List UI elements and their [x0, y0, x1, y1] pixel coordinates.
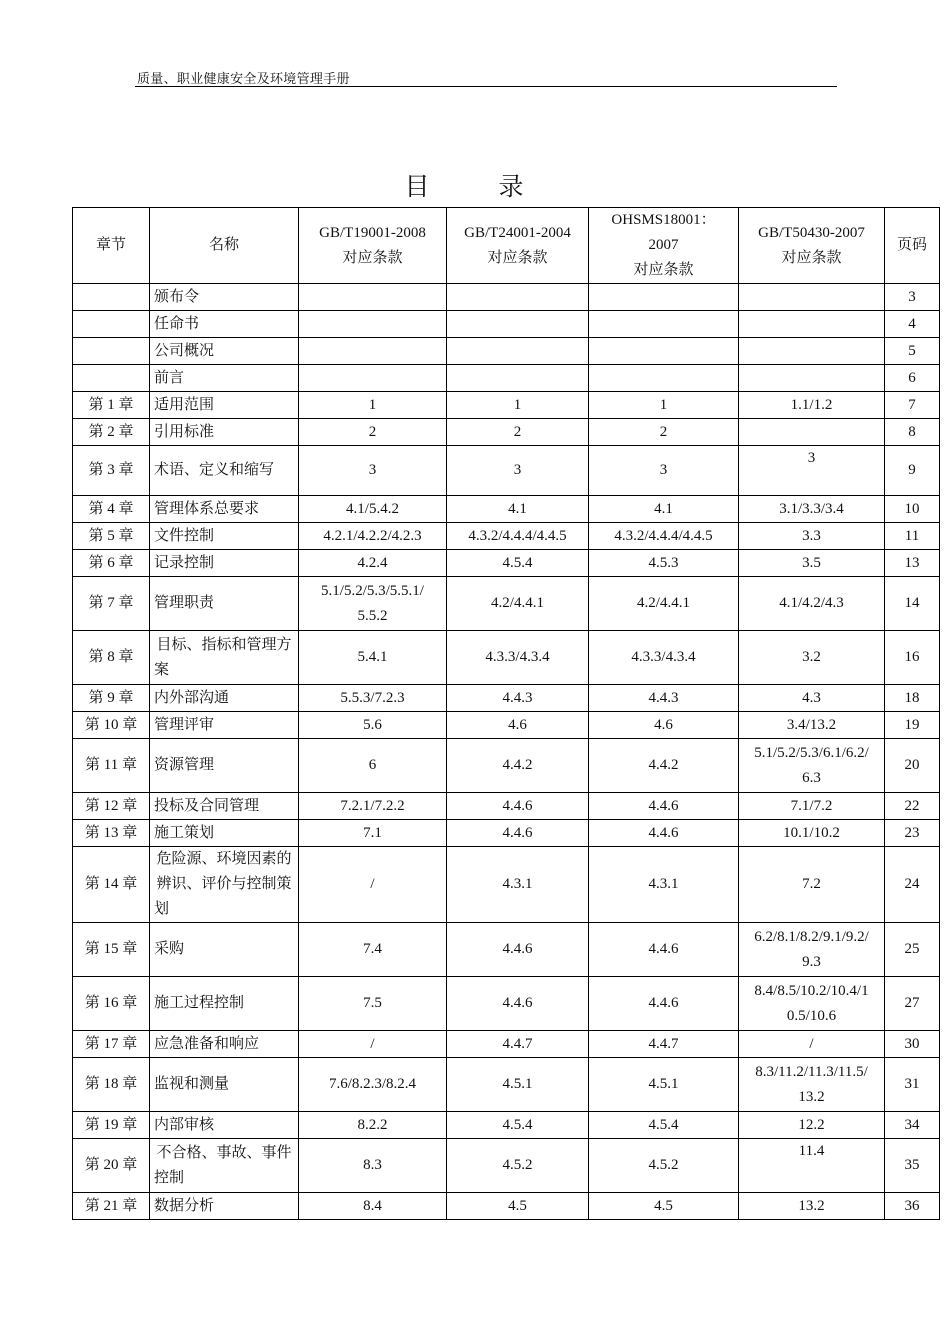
column-header-name: 名称: [150, 208, 299, 284]
gb50430-cell: 6.2/8.1/8.2/9.1/9.2/ 9.3: [739, 923, 885, 977]
name-cell: 采购: [150, 923, 299, 977]
gb19001-cell: 5.6: [299, 712, 447, 739]
chapter-cell: [73, 284, 150, 311]
table-row: [73, 1112, 940, 1139]
gb24001-cell: 4.5.4: [447, 1112, 589, 1139]
gb50430-cell: 7.1/7.2: [739, 793, 885, 820]
column-header-gb19001: GB/T19001-2008 对应条款: [299, 208, 447, 284]
table-row: [73, 496, 940, 523]
chapter-cell: 第 2 章: [73, 419, 150, 446]
page-cell: 35: [885, 1139, 940, 1193]
page-cell: 11: [885, 523, 940, 550]
ohsms-cell: 4.3.1: [589, 847, 739, 923]
gb19001-cell: 5.1/5.2/5.3/5.5.1/ 5.5.2: [299, 577, 447, 631]
column-header-gb50430: GB/T50430-2007 对应条款: [739, 208, 885, 284]
page-cell: 23: [885, 820, 940, 847]
name-cell: 应急准备和响应: [150, 1031, 299, 1058]
name-cell: 施工策划: [150, 820, 299, 847]
ohsms-cell: 4.3.2/4.4.4/4.4.5: [589, 523, 739, 550]
ohsms-cell: 4.4.3: [589, 685, 739, 712]
page-cell: 31: [885, 1058, 940, 1112]
name-cell: 施工过程控制: [150, 977, 299, 1031]
gb50430-cell: 3.4/13.2: [739, 712, 885, 739]
name-cell: 管理评审: [150, 712, 299, 739]
gb50430-cell: 3: [739, 446, 885, 496]
ohsms-cell: 2: [589, 419, 739, 446]
column-header-chapter: 章节: [73, 208, 150, 284]
gb19001-cell: 1: [299, 392, 447, 419]
gb19001-cell: 7.5: [299, 977, 447, 1031]
chapter-cell: 第 18 章: [73, 1058, 150, 1112]
name-cell: 数据分析: [150, 1193, 299, 1220]
gb50430-cell: 8.4/8.5/10.2/10.4/1 0.5/10.6: [739, 977, 885, 1031]
gb24001-cell: 4.4.6: [447, 793, 589, 820]
gb50430-cell: [739, 338, 885, 365]
gb24001-cell: 4.4.7: [447, 1031, 589, 1058]
gb19001-cell: [299, 365, 447, 392]
table-row: [73, 523, 940, 550]
name-cell: 适用范围: [150, 392, 299, 419]
gb24001-cell: [447, 338, 589, 365]
ohsms-cell: 4.4.6: [589, 923, 739, 977]
gb24001-cell: 4.6: [447, 712, 589, 739]
ohsms-cell: [589, 284, 739, 311]
chapter-cell: 第 14 章: [73, 847, 150, 923]
table-row: [73, 1193, 940, 1220]
chapter-cell: 第 20 章: [73, 1139, 150, 1193]
gb50430-cell: 3.2: [739, 631, 885, 685]
ohsms-cell: 4.4.6: [589, 977, 739, 1031]
ohsms-cell: 4.4.6: [589, 793, 739, 820]
contents-table: [72, 207, 940, 1220]
table-row: [73, 392, 940, 419]
chapter-cell: 第 16 章: [73, 977, 150, 1031]
gb24001-cell: 2: [447, 419, 589, 446]
page-cell: 16: [885, 631, 940, 685]
table-row: [73, 338, 940, 365]
name-cell: 公司概况: [150, 338, 299, 365]
page-cell: 36: [885, 1193, 940, 1220]
page-cell: 10: [885, 496, 940, 523]
page-cell: 9: [885, 446, 940, 496]
name-cell: 目标、指标和管理方案: [150, 631, 299, 685]
gb50430-cell: 13.2: [739, 1193, 885, 1220]
gb19001-cell: 7.4: [299, 923, 447, 977]
gb50430-cell: 4.1/4.2/4.3: [739, 577, 885, 631]
table-row: [73, 311, 940, 338]
page-cell: 18: [885, 685, 940, 712]
chapter-cell: 第 21 章: [73, 1193, 150, 1220]
ohsms-cell: 4.5: [589, 1193, 739, 1220]
chapter-cell: 第 19 章: [73, 1112, 150, 1139]
table-row: [73, 365, 940, 392]
gb19001-cell: 7.6/8.2.3/8.2.4: [299, 1058, 447, 1112]
page-cell: 24: [885, 847, 940, 923]
gb24001-cell: 4.4.6: [447, 923, 589, 977]
table-row: [73, 1139, 940, 1193]
table-row: [73, 550, 940, 577]
table-row: [73, 1058, 940, 1112]
name-cell: 内部审核: [150, 1112, 299, 1139]
table-row: [73, 739, 940, 793]
gb24001-cell: 4.5.4: [447, 550, 589, 577]
gb24001-cell: 4.2/4.4.1: [447, 577, 589, 631]
column-header-ohsms: OHSMS18001： 2007 对应条款: [589, 208, 739, 284]
name-cell: 文件控制: [150, 523, 299, 550]
table-row: [73, 793, 940, 820]
page-cell: 7: [885, 392, 940, 419]
page-cell: 3: [885, 284, 940, 311]
header-divider: [135, 86, 837, 87]
chapter-cell: 第 1 章: [73, 392, 150, 419]
gb50430-cell: [739, 311, 885, 338]
chapter-cell: [73, 365, 150, 392]
gb19001-cell: [299, 311, 447, 338]
ohsms-cell: 4.1: [589, 496, 739, 523]
gb50430-cell: 7.2: [739, 847, 885, 923]
gb19001-cell: 4.1/5.4.2: [299, 496, 447, 523]
gb19001-cell: 5.5.3/7.2.3: [299, 685, 447, 712]
name-cell: 内外部沟通: [150, 685, 299, 712]
gb24001-cell: 4.1: [447, 496, 589, 523]
table-row: [73, 923, 940, 977]
table-row: [73, 685, 940, 712]
gb24001-cell: 4.4.2: [447, 739, 589, 793]
ohsms-cell: 4.4.6: [589, 820, 739, 847]
gb19001-cell: 4.2.1/4.2.2/4.2.3: [299, 523, 447, 550]
column-header-page: 页码: [885, 208, 940, 284]
gb24001-cell: 4.3.1: [447, 847, 589, 923]
gb50430-cell: [739, 284, 885, 311]
name-cell: 管理体系总要求: [150, 496, 299, 523]
page-cell: 27: [885, 977, 940, 1031]
name-cell: 术语、定义和缩写: [150, 446, 299, 496]
page-cell: 25: [885, 923, 940, 977]
gb19001-cell: 8.3: [299, 1139, 447, 1193]
table-row: [73, 577, 940, 631]
ohsms-cell: 4.4.2: [589, 739, 739, 793]
name-cell: 监视和测量: [150, 1058, 299, 1112]
gb50430-cell: /: [739, 1031, 885, 1058]
ohsms-cell: 4.2/4.4.1: [589, 577, 739, 631]
page-cell: 30: [885, 1031, 940, 1058]
table-row: [73, 446, 940, 496]
gb24001-cell: [447, 365, 589, 392]
gb24001-cell: 4.5.2: [447, 1139, 589, 1193]
chapter-cell: 第 7 章: [73, 577, 150, 631]
chapter-cell: 第 6 章: [73, 550, 150, 577]
gb19001-cell: 4.2.4: [299, 550, 447, 577]
ohsms-cell: 1: [589, 392, 739, 419]
chapter-cell: 第 11 章: [73, 739, 150, 793]
column-header-gb24001: GB/T24001-2004 对应条款: [447, 208, 589, 284]
page-cell: 8: [885, 419, 940, 446]
gb50430-cell: [739, 365, 885, 392]
page-cell: 22: [885, 793, 940, 820]
gb50430-cell: 1.1/1.2: [739, 392, 885, 419]
gb24001-cell: 4.3.2/4.4.4/4.4.5: [447, 523, 589, 550]
gb19001-cell: /: [299, 1031, 447, 1058]
chapter-cell: 第 3 章: [73, 446, 150, 496]
chapter-cell: 第 9 章: [73, 685, 150, 712]
table-row: [73, 820, 940, 847]
gb24001-cell: 4.5: [447, 1193, 589, 1220]
gb19001-cell: 5.4.1: [299, 631, 447, 685]
gb19001-cell: 8.2.2: [299, 1112, 447, 1139]
gb19001-cell: 7.1: [299, 820, 447, 847]
gb50430-cell: 3.1/3.3/3.4: [739, 496, 885, 523]
table-row: [73, 284, 940, 311]
gb50430-cell: 11.4: [739, 1139, 885, 1193]
chapter-cell: 第 13 章: [73, 820, 150, 847]
gb24001-cell: 3: [447, 446, 589, 496]
gb50430-cell: 4.3: [739, 685, 885, 712]
gb50430-cell: 8.3/11.2/11.3/11.5/ 13.2: [739, 1058, 885, 1112]
ohsms-cell: 4.5.4: [589, 1112, 739, 1139]
name-cell: 任命书: [150, 311, 299, 338]
gb24001-cell: [447, 311, 589, 338]
ohsms-cell: 4.5.2: [589, 1139, 739, 1193]
gb24001-cell: [447, 284, 589, 311]
gb19001-cell: 2: [299, 419, 447, 446]
page-cell: 34: [885, 1112, 940, 1139]
table-row: [73, 847, 940, 923]
chapter-cell: 第 5 章: [73, 523, 150, 550]
page-cell: 14: [885, 577, 940, 631]
gb50430-cell: 3.5: [739, 550, 885, 577]
table-header-row: [73, 208, 940, 284]
gb24001-cell: 4.4.3: [447, 685, 589, 712]
ohsms-cell: 4.6: [589, 712, 739, 739]
gb24001-cell: 4.4.6: [447, 820, 589, 847]
table-body: [73, 284, 940, 1220]
gb24001-cell: 4.4.6: [447, 977, 589, 1031]
name-cell: 引用标准: [150, 419, 299, 446]
ohsms-cell: 4.5.1: [589, 1058, 739, 1112]
ohsms-cell: [589, 338, 739, 365]
gb19001-cell: 7.2.1/7.2.2: [299, 793, 447, 820]
page-title: 目 录: [404, 172, 546, 201]
ohsms-cell: [589, 311, 739, 338]
name-cell: 资源管理: [150, 739, 299, 793]
ohsms-cell: 3: [589, 446, 739, 496]
name-cell: 前言: [150, 365, 299, 392]
chapter-cell: 第 15 章: [73, 923, 150, 977]
ohsms-cell: 4.5.3: [589, 550, 739, 577]
name-cell: 颁布令: [150, 284, 299, 311]
page-cell: 6: [885, 365, 940, 392]
name-cell: 管理职责: [150, 577, 299, 631]
name-cell: 记录控制: [150, 550, 299, 577]
gb50430-cell: 5.1/5.2/5.3/6.1/6.2/ 6.3: [739, 739, 885, 793]
page-cell: 20: [885, 739, 940, 793]
ohsms-cell: 4.4.7: [589, 1031, 739, 1058]
chapter-cell: [73, 311, 150, 338]
gb50430-cell: 10.1/10.2: [739, 820, 885, 847]
name-cell: 危险源、环境因素的辨识、评价与控制策划: [150, 847, 299, 923]
chapter-cell: 第 4 章: [73, 496, 150, 523]
gb24001-cell: 1: [447, 392, 589, 419]
page-cell: 5: [885, 338, 940, 365]
gb19001-cell: 6: [299, 739, 447, 793]
running-header: 质量、职业健康安全及环境管理手册: [137, 71, 350, 86]
name-cell: 投标及合同管理: [150, 793, 299, 820]
gb50430-cell: 12.2: [739, 1112, 885, 1139]
table-row: [73, 631, 940, 685]
ohsms-cell: 4.3.3/4.3.4: [589, 631, 739, 685]
gb19001-cell: 3: [299, 446, 447, 496]
page-cell: 4: [885, 311, 940, 338]
gb19001-cell: [299, 284, 447, 311]
gb50430-cell: 3.3: [739, 523, 885, 550]
page-cell: 13: [885, 550, 940, 577]
chapter-cell: 第 10 章: [73, 712, 150, 739]
table-row: [73, 419, 940, 446]
gb50430-cell: [739, 419, 885, 446]
table-row: [73, 1031, 940, 1058]
chapter-cell: [73, 338, 150, 365]
chapter-cell: 第 12 章: [73, 793, 150, 820]
gb19001-cell: /: [299, 847, 447, 923]
name-cell: 不合格、事故、事件控制: [150, 1139, 299, 1193]
table-row: [73, 712, 940, 739]
gb24001-cell: 4.5.1: [447, 1058, 589, 1112]
gb19001-cell: [299, 338, 447, 365]
chapter-cell: 第 17 章: [73, 1031, 150, 1058]
ohsms-cell: [589, 365, 739, 392]
chapter-cell: 第 8 章: [73, 631, 150, 685]
gb19001-cell: 8.4: [299, 1193, 447, 1220]
gb24001-cell: 4.3.3/4.3.4: [447, 631, 589, 685]
page-cell: 19: [885, 712, 940, 739]
table-row: [73, 977, 940, 1031]
